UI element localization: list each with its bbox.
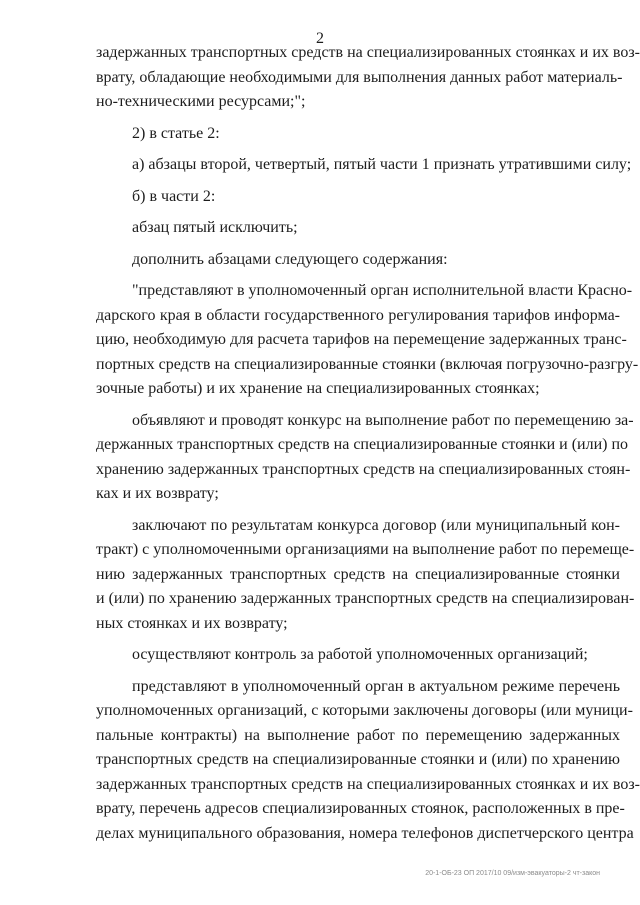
- text-line: дарского края в области государственного регулирования тарифов информа-: [96, 306, 620, 324]
- text-line: и (или) по хранению задержанных транспортных средств на специализирован-: [96, 590, 635, 607]
- text-line: транспортных средств на специализированные стоянки и (или) по хранению: [96, 751, 620, 768]
- text-line: дополнить абзацами следующего содержания:: [132, 250, 448, 268]
- text-line: б) в части 2:: [132, 187, 216, 205]
- document-footer-code: 20-1-ОБ-23 ОП 2017/10 09/изм-эвакуаторы-2 чт-закон: [425, 870, 600, 877]
- text-line: цию, необходимую для расчета тарифов на перемещение задержанных транс-: [96, 331, 627, 348]
- text-line: ных стоянках и их возврату;: [96, 614, 288, 632]
- text-line: нию задержанных транспортных средств на специализированные стоянки: [96, 565, 620, 583]
- text-line: держанных транспортных средств на специализированные стоянки и (или) по: [96, 436, 629, 453]
- text-line: "представляют в уполномоченный орган исполнительной власти Красно-: [132, 282, 633, 299]
- text-line: 2) в статье 2:: [132, 124, 220, 142]
- page-number: 2: [316, 30, 324, 47]
- text-line: заключают по результатам конкурса договор (или муниципальный кон-: [132, 516, 620, 534]
- document-body: [96, 41, 640, 846]
- text-line: задержанных транспортных средств на специализированных стоянках и их воз-: [96, 775, 640, 793]
- text-line: портных средств на специализированные стоянки (включая погрузочно-разгру-: [96, 355, 639, 373]
- text-line: тракт) с уполномоченными организациями на выполнение работ по перемеще-: [96, 541, 635, 558]
- text-line: зочные работы) и их хранение на специализированных стоянках;: [96, 380, 540, 397]
- text-line: осуществляют контроль за работой уполномоченных организаций;: [132, 646, 588, 663]
- text-line: ках и их возврату;: [96, 485, 219, 502]
- text-line: абзац пятый исключить;: [132, 219, 298, 236]
- text-line: хранению задержанных транспортных средств на специализированных стоян-: [96, 460, 631, 478]
- text-line: задержанных транспортных средств на специализированных стоянках и их воз-: [96, 44, 640, 61]
- text-line: врату, перечень адресов специализированных стоянок, расположенных в пре-: [96, 800, 625, 817]
- text-line: пальные контракты) на выполнение работ по перемещению задержанных: [96, 726, 620, 744]
- text-line: а) абзацы второй, четвертый, пятый части 1 признать утратившими силу;: [132, 156, 632, 173]
- text-line: представляют в уполномоченный орган в актуальном режиме перечень: [132, 677, 620, 695]
- text-line: но-техническими ресурсами;";: [96, 93, 306, 110]
- text-line: делах муниципального образования, номера телефонов диспетчерского центра: [96, 824, 634, 842]
- text-line: врату, обладающие необходимыми для выполнения данных работ материаль-: [96, 68, 623, 86]
- text-line: уполномоченных организаций, с которыми заключены договоры (или муници-: [96, 702, 633, 719]
- text-line: объявляют и проводят конкурс на выполнение работ по перемещению за-: [132, 411, 634, 429]
